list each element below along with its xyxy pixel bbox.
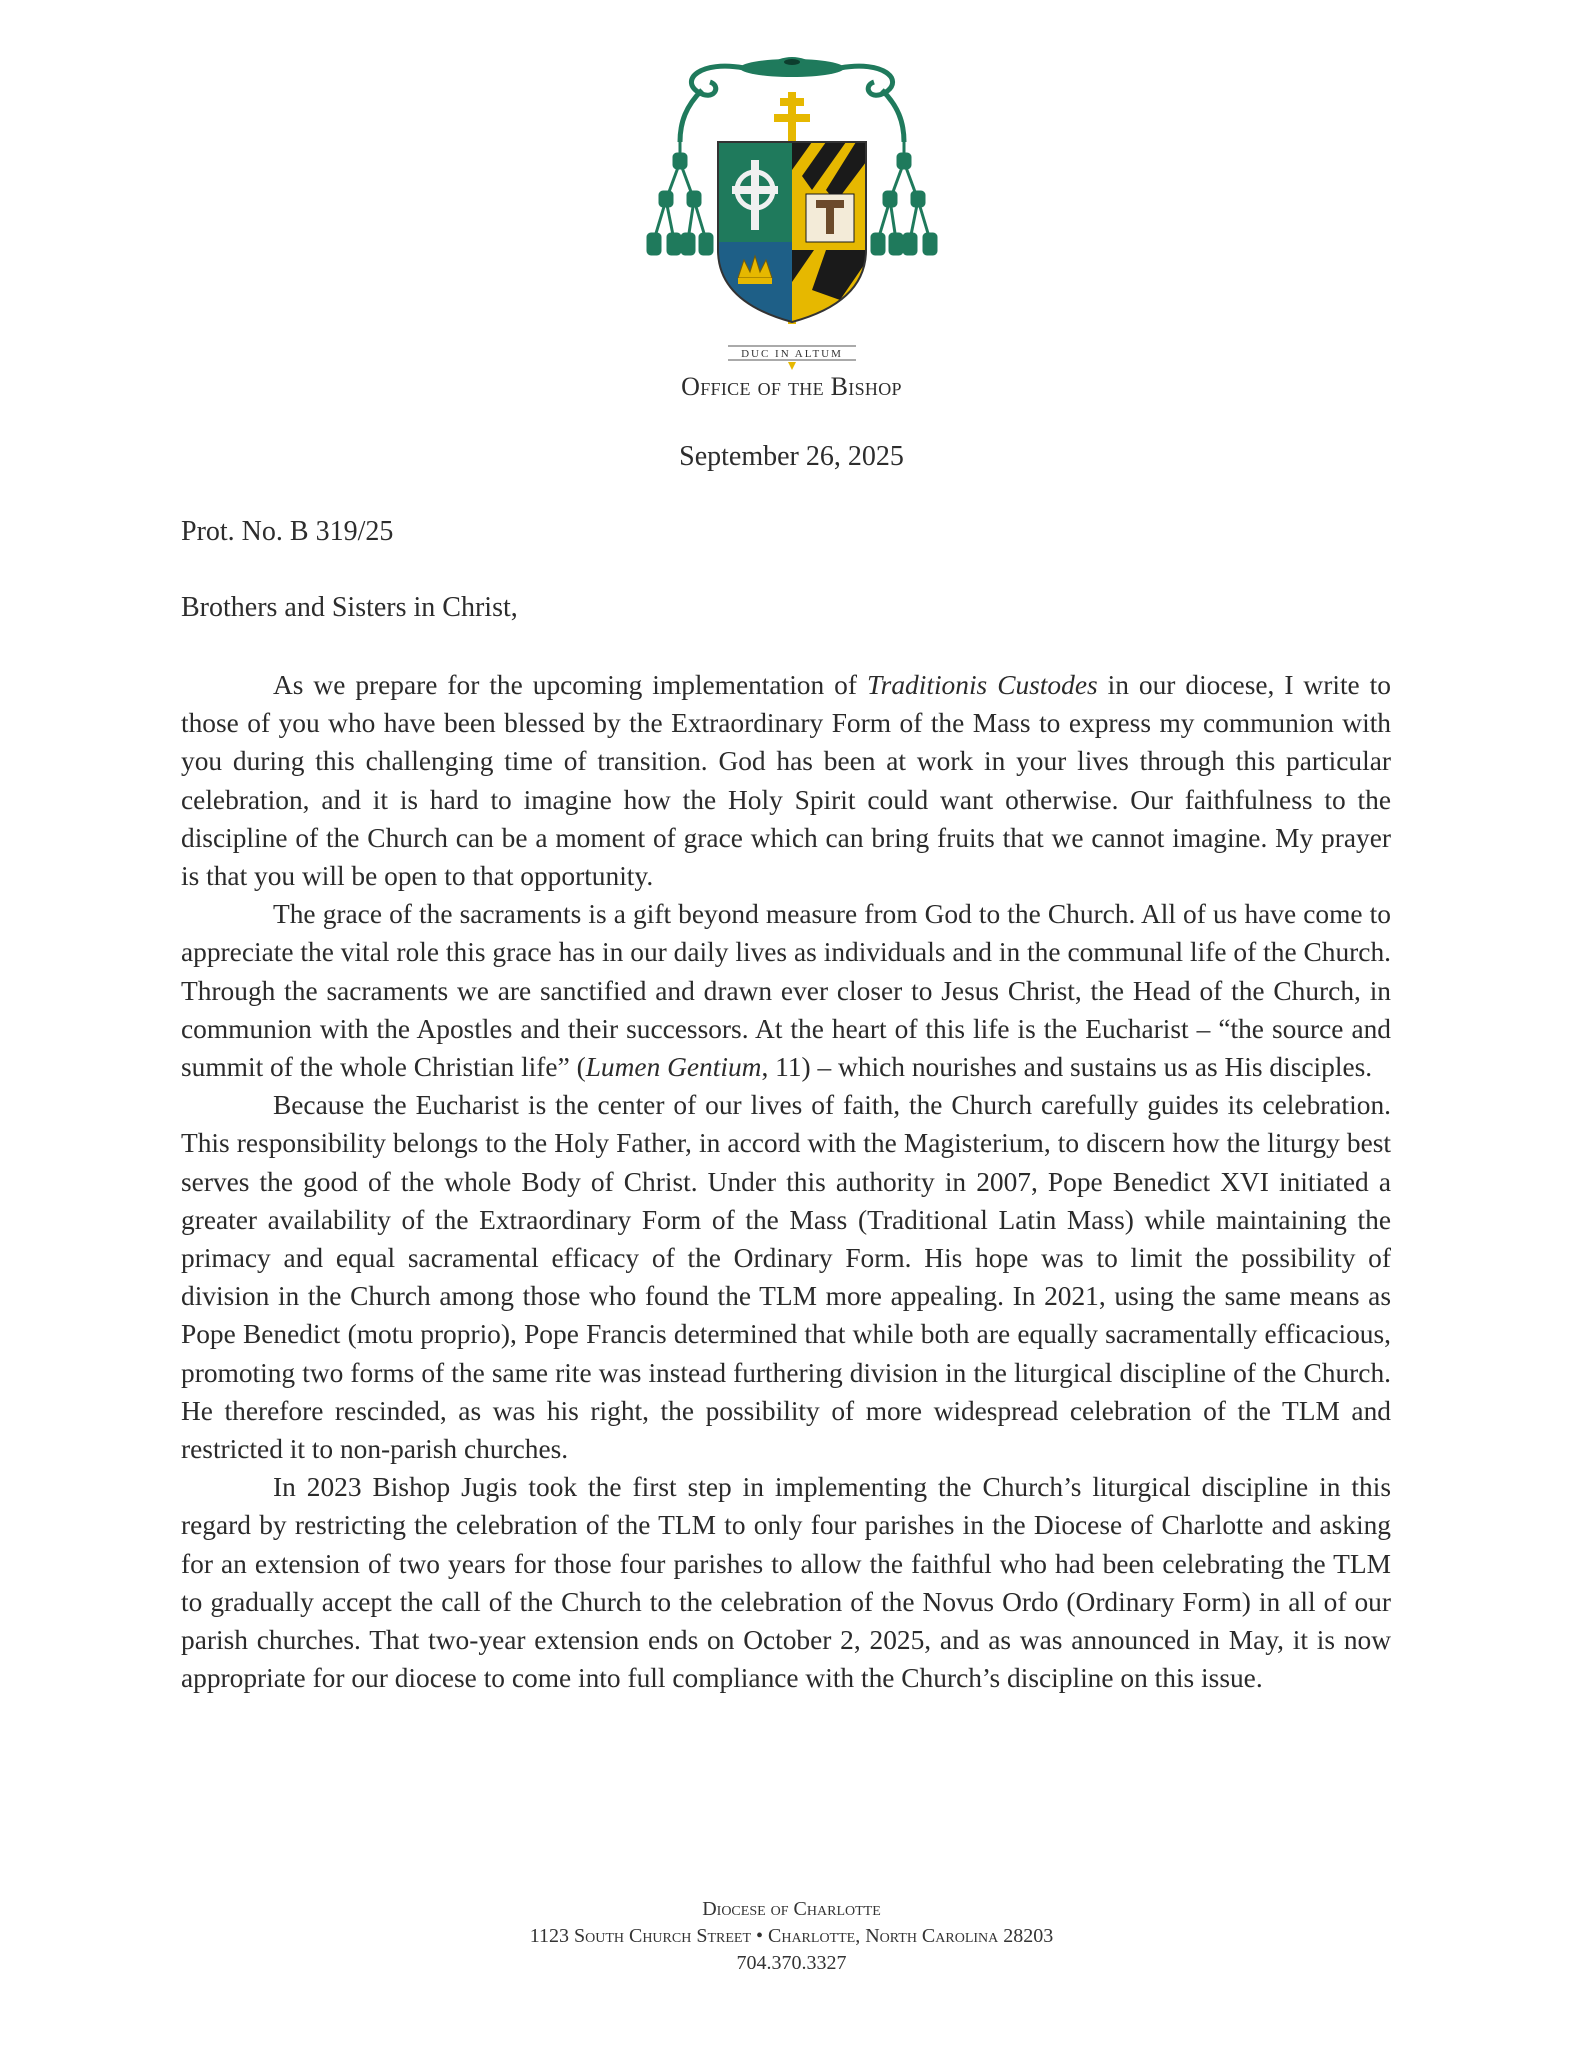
protocol-number: Prot. No. B 319/25 <box>181 516 394 547</box>
paragraph-2-text-c: , 11) – which nourishes and sustains us as His disciples. <box>761 1052 1373 1083</box>
paragraph-2-text-a: The grace of the sacraments is a gift beyond measure from God to the Church. All of us have come to appreciate the vital role this grace has in our daily lives as individuals and in the communal life of the Church. Through the sacraments we are sanctified and drawn ever closer to Jesus Christ, the Head of the Church, in communion with the Apostles and their successors. At the heart of this life is the Eucharist – “the source and summit of the whole Christian life” ( <box>181 899 1391 1083</box>
document-title-traditionis-custodes: Traditionis Custodes <box>866 670 1098 700</box>
paragraph-1-text-c: in our diocese, I write to those of you who have been blessed by the Extraordinary Form of the Mass to express my communion with you during this challenging time of transition. God has been at work in your lives through this particular celebration, and it is hard to imagine how the Holy Spirit could want otherwise. Our faithfulness to the discipline of the Church can be a moment of grace which can bring fruits that we cannot imagine. My prayer is that you will be open to that opportunity. <box>181 670 1391 892</box>
letterhead-footer <box>0 1896 1583 1977</box>
letter-body <box>181 666 1391 1697</box>
paragraph-1-text-a: As we prepare for the upcoming implementation of <box>273 670 867 700</box>
paragraph-3: Because the Eucharist is the center of our lives of faith, the Church carefully guides its celebration. This responsibility belongs to the Holy Father, in accord with the Magisterium, to discern how the liturgy best serves the good of the whole Body of Christ. Under this authority in 2007, Pope Benedict XVI initiated a greater availability of the Extraordinary Form of the Mass (Traditional Latin Mass) while maintaining the primacy and equal sacramental efficacy of the Ordinary Form. His hope was to limit the possibility of division in the Church among those who found the TLM more appealing. In 2021, using the same means as Pope Benedict (motu proprio), Pope Francis determined that while both are equally sacramentally efficacious, promoting two forms of the same rite was instead furthering division in the liturgical discipline of the Church. He therefore rescinded, as was his right, the possibility of more widespread celebration of the TLM and restricted it to non-parish churches. <box>181 1090 1391 1465</box>
footer-address: 1123 South Church Street • Charlotte, North Carolina 28203 <box>529 1925 1054 1947</box>
letter-date: September 26, 2025 <box>679 441 904 472</box>
coat-of-arms-seal <box>640 50 944 370</box>
paragraph-4: In 2023 Bishop Jugis took the first step in implementing the Church’s liturgical discipline in this regard by restricting the celebration of the TLM to only four parishes in the Diocese of Charlotte and asking for an extension of two years for those four parishes to allow the faithful who had been celebrating the TLM to gradually accept the call of the Church to the celebration of the Novus Ordo (Ordinary Form) in all of our parish churches. That two-year extension ends on October 2, 2025, and as was announced in May, it is now appropriate for our diocese to come into full compliance with the Church’s discipline on this issue. <box>181 1472 1391 1694</box>
salutation: Brothers and Sisters in Christ, <box>181 592 518 623</box>
office-heading: Office of the Bishop <box>681 372 902 401</box>
footer-phone: 704.370.3327 <box>736 1952 847 1974</box>
paragraph-1 <box>181 666 1391 895</box>
paragraph-2 <box>181 895 1391 1086</box>
crest-motto: DUC IN ALTUM <box>741 348 843 360</box>
document-title-lumen-gentium: Lumen Gentium <box>585 1052 762 1083</box>
footer-diocese-name: Diocese of Charlotte <box>702 1898 881 1920</box>
